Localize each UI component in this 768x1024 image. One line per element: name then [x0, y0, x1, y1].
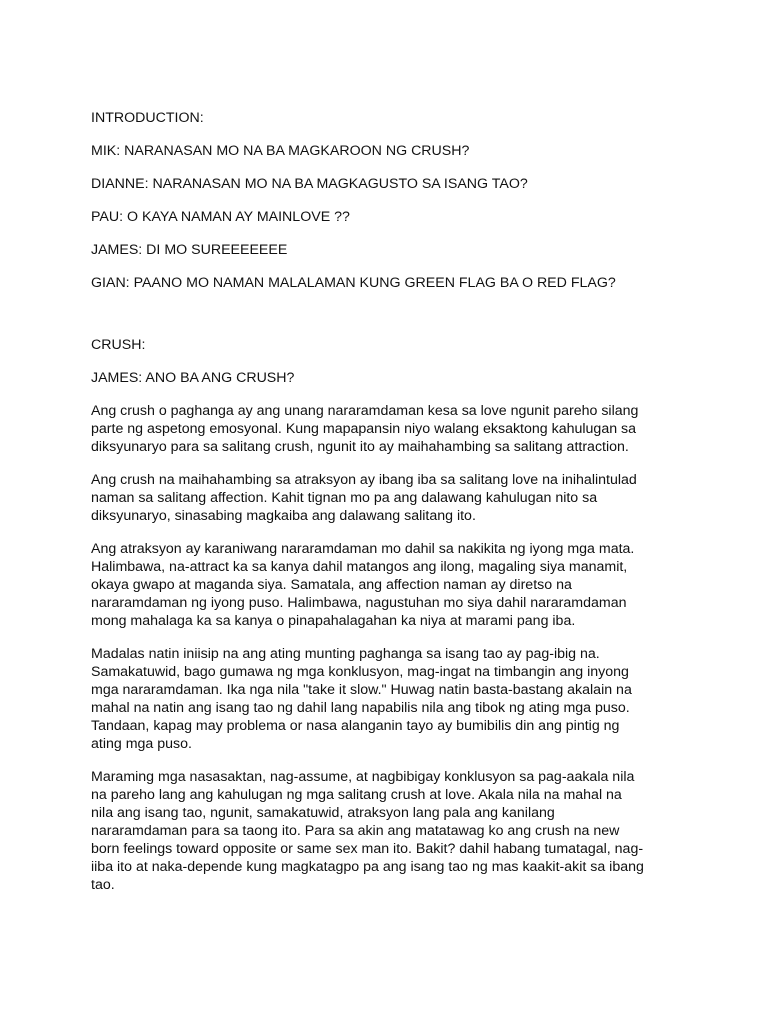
paragraph-line: Ang atraksyon ay karaniwang nararamdaman mo dahil sa nakikita ng iyong mga mata.	[91, 541, 635, 557]
paragraph-line: iiba ito at naka-depende kung magkatagpo pa ang isang tao ng mas kaakit-akit sa ibang	[91, 859, 644, 875]
paragraph-5	[91, 768, 691, 894]
dialogue-line-gian: GIAN: PAANO MO NAMAN MALALAMAN KUNG GREEN FLAG BA O RED FLAG?	[91, 275, 616, 291]
paragraph-line: mong mahalaga ka sa kanya o pinapahalagahan ka niya at marami pang iba.	[91, 613, 576, 629]
document-page	[91, 109, 691, 909]
paragraph-line: Ang crush na maihahambing sa atraksyon ay ibang iba sa salitang love na inihalintulad	[91, 472, 637, 488]
paragraph-line: mahal na natin ang isang tao ng dahil lang napabilis nila ang tibok ng ating mga puso.	[91, 700, 630, 716]
paragraph-line: nararamdaman para sa taong ito. Para sa akin ang matatawag ko ang crush na new	[91, 823, 620, 839]
paragraph-line: Samakatuwid, bago gumawa ng mga konklusyon, mag-ingat na timbangin ang inyong	[91, 664, 629, 680]
dialogue-line-dianne: DIANNE: NARANASAN MO NA BA MAGKAGUSTO SA ISANG TAO?	[91, 176, 528, 192]
dialogue-line-mik: MIK: NARANASAN MO NA BA MAGKAROON NG CRUSH?	[91, 143, 470, 159]
paragraph-1	[91, 402, 691, 456]
paragraph-line: diksyunaryo para sa salitang crush, ngunit ito ay maihahambing sa salitang attraction.	[91, 439, 629, 455]
intro-heading: INTRODUCTION:	[91, 110, 204, 126]
paragraph-line: okaya gwapo at maganda siya. Samatala, ang affection naman ay diretso na	[91, 577, 572, 593]
paragraph-line: Tandaan, kapag may problema or nasa alanganin tayo ay bumibilis din ang pintig ng	[91, 718, 620, 734]
paragraph-2	[91, 471, 691, 525]
paragraph-line: born feelings toward opposite or same sex man ito. Bakit? dahil habang tumatagal, nag-	[91, 841, 644, 857]
paragraph-line: naman sa salitang affection. Kahit tignan mo pa ang dalawang kahulugan nito sa	[91, 490, 598, 506]
paragraph-line: Maraming mga nasasaktan, nag-assume, at nagbibigay konklusyon sa pag-aakala nila	[91, 769, 635, 785]
dialogue-line-james: JAMES: DI MO SUREEEEEEE	[91, 242, 288, 258]
paragraph-line: Halimbawa, na-attract ka sa kanya dahil matangos ang ilong, magaling siya manamit,	[91, 559, 628, 575]
paragraph-line: nila ang isang tao, ngunit, samakatuwid, atraksyon lang pala ang kanilang	[91, 805, 555, 821]
paragraph-line: na pareho lang ang kahulugan ng mga salitang crush at love. Akala nila na mahal na	[91, 787, 622, 803]
paragraph-line: mga nararamdaman. Ika nga nila "take it slow." Huwag natin basta-bastang akalain na	[91, 682, 632, 698]
crush-heading: CRUSH:	[91, 337, 146, 353]
paragraph-line: Madalas natin iniisip na ang ating munting paghanga sa isang tao ay pag-ibig na.	[91, 646, 600, 662]
paragraph-line: diksyunaryo, sinasabing magkaiba ang dalawang salitang ito.	[91, 508, 476, 524]
paragraph-4	[91, 645, 691, 753]
paragraph-line: ating mga puso.	[91, 736, 192, 752]
dialogue-line-pau: PAU: O KAYA NAMAN AY MAINLOVE ??	[91, 209, 350, 225]
paragraph-line: Ang crush o paghanga ay ang unang nararamdaman kesa sa love ngunit pareho silang	[91, 403, 639, 419]
crush-question: JAMES: ANO BA ANG CRUSH?	[91, 370, 295, 386]
paragraph-line: nararamdaman ng iyong puso. Halimbawa, nagustuhan mo siya dahil nararamdaman	[91, 595, 627, 611]
paragraph-line: parte ng aspetong emosyonal. Kung mapapansin niyo walang eksaktong kahulugan sa	[91, 421, 637, 437]
paragraph-line: tao.	[91, 877, 115, 893]
paragraph-3	[91, 540, 691, 630]
